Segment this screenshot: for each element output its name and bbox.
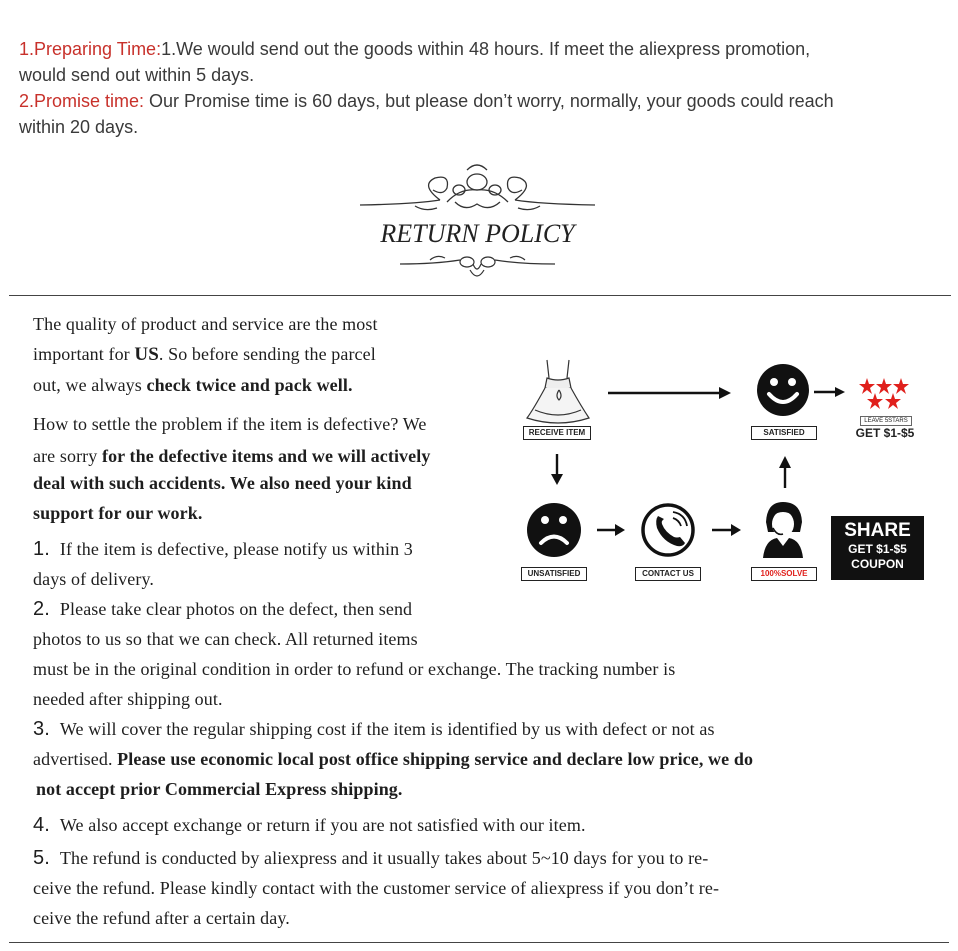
preparing-time-label: Preparing Time: xyxy=(34,39,162,59)
question-line: deal with such accidents. We also need your kind xyxy=(33,473,412,493)
policy-item-1: 1. If the item is defective, please notify us within 3 days of delivery. xyxy=(33,538,413,589)
policy-item-5: 5. The refund is conducted by aliexpress and it usually takes about 5~10 days for you to re- ceive the refund. Please kindly contact with the customer service of aliexpress if you don’t re- ceive the refund after a certain day. xyxy=(33,847,720,928)
smile-icon xyxy=(757,364,809,416)
sad-face-icon xyxy=(527,503,581,557)
policy-item-4: 4. We also accept exchange or return if you are not satisfied with our item. xyxy=(33,814,586,836)
intro-line: important for US. So before sending the parcel xyxy=(33,344,376,365)
intro-line: The quality of product and service are the most xyxy=(33,314,378,334)
share-title: SHARE xyxy=(844,520,911,541)
satisfied-label: SATISFIED xyxy=(751,426,817,440)
solve-label: 100%SOLVE xyxy=(751,567,817,581)
share-reward: GET $1-$5 xyxy=(848,542,907,556)
shipping-info xyxy=(19,36,949,140)
reward-label: GET $1-$5 xyxy=(855,426,915,440)
intro-line: out, we always check twice and pack well. xyxy=(33,375,353,395)
policy-intro xyxy=(33,309,523,400)
policy-question xyxy=(33,409,533,528)
policy-items xyxy=(33,534,933,933)
five-stars-icon xyxy=(859,378,909,409)
return-flow-diagram xyxy=(515,350,935,590)
leave-stars-label: LEAVE 5STARS xyxy=(860,416,912,426)
preparing-time-line: 1.Preparing Time:1.We would send out the goods within 48 hours. If meet the aliexpress promotion, xyxy=(19,39,811,59)
unsatisfied-label: UNSATISFIED xyxy=(521,567,587,581)
policy-item-2: 2. Please take clear photos on the defect, then send photos to us so that we can check. All returned items must be in the original condition in order to refund or exchange. The tracking number is needed after shipping out. xyxy=(33,598,676,709)
customer-service-icon xyxy=(763,502,803,558)
question-line: How to settle the problem if the item is defective? We xyxy=(33,414,427,434)
question-line: are sorry for the defective items and we will actively xyxy=(33,446,431,466)
share-coupon: COUPON xyxy=(851,557,904,571)
contact-us-label: CONTACT US xyxy=(635,567,701,581)
preparing-time-line-2: would send out within 5 days. xyxy=(19,65,255,85)
top-divider xyxy=(9,295,951,296)
share-coupon-badge xyxy=(831,516,924,580)
promise-time-line-2: within 20 days. xyxy=(19,117,139,137)
return-policy-title: RETURN POLICY xyxy=(380,219,575,248)
return-policy-banner xyxy=(355,160,600,290)
receive-item-label: RECEIVE ITEM xyxy=(523,426,591,440)
promise-time-line: 2.Promise time: Our Promise time is 60 days, but please don’t worry, normally, your goods could reach xyxy=(19,91,834,111)
policy-item-3: 3. We will cover the regular shipping cost if the item is identified by us with defect or not as advertised. Please use economic local post office shipping service and declare low price, we do not accept prior Commercial Express shipping. xyxy=(33,718,754,799)
phone-icon xyxy=(643,505,693,555)
promise-time-label: Promise time: xyxy=(34,91,145,111)
question-line: support for our work. xyxy=(33,503,203,523)
bottom-divider xyxy=(9,942,949,943)
dress-icon xyxy=(527,360,589,423)
